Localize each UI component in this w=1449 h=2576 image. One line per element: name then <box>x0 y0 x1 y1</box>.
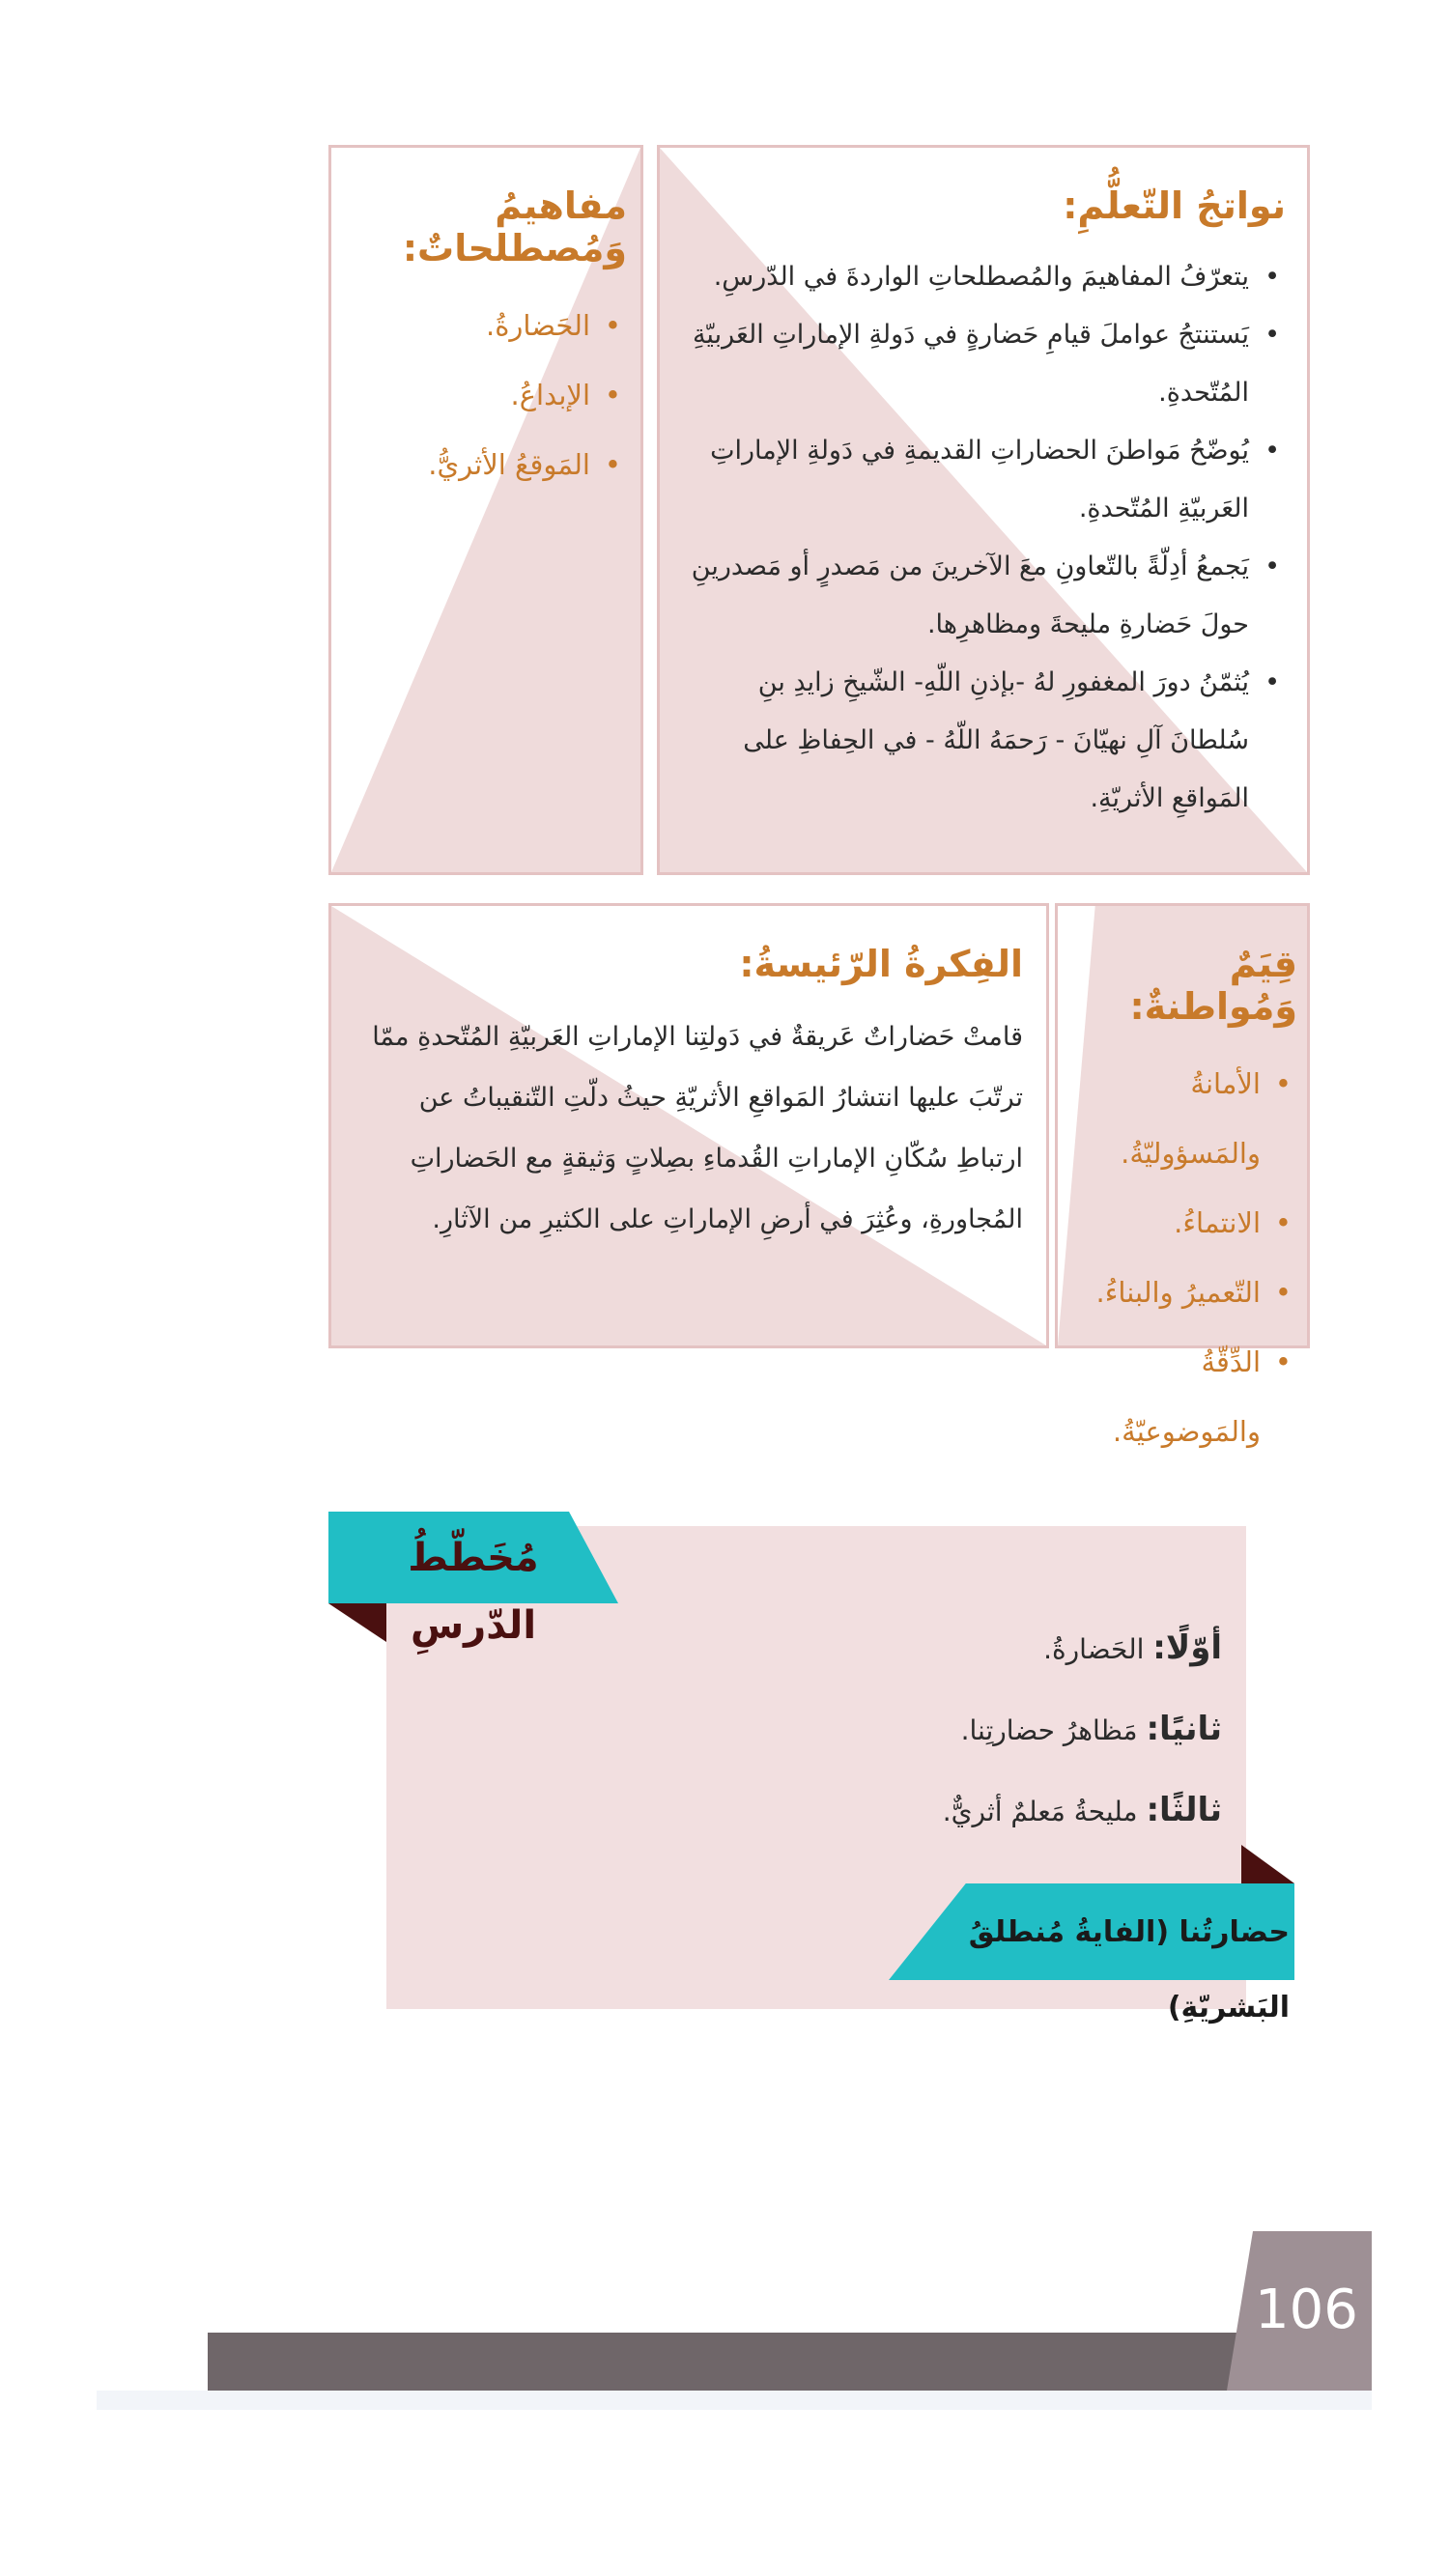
concept-item: • الإبداعُ. <box>341 360 627 430</box>
tab-fold <box>328 1603 386 1642</box>
unit-title: حضارتُنا (الفايةُ مُنطلقُ البَشريّةِ) <box>968 1915 1290 2024</box>
concepts-box <box>328 145 643 875</box>
concept-item: • الحَضارةُ. <box>341 291 627 360</box>
page-number: 106 <box>1255 2279 1358 2341</box>
value-item: • الأمانةُ والمَسؤوليّةُ. <box>1064 1049 1297 1188</box>
unit-tab-fold <box>1241 1845 1294 1883</box>
lesson-plan-item <box>943 1608 1222 1689</box>
item-text: مَظاهرُ حضارتِنا. <box>960 1714 1138 1746</box>
concept-item: • المَوقعُ الأثريُّ. <box>341 430 627 499</box>
concepts-title: مفاهيمُ وَمُصطلحاتٌ: <box>402 184 627 269</box>
value-item: • التّعميرُ والبناءُ. <box>1064 1258 1297 1327</box>
value-item: • الانتماءُ. <box>1064 1188 1297 1258</box>
lesson-plan-list <box>943 1608 1222 1852</box>
footer-line <box>97 2391 1372 2410</box>
value-item: • الدِّقّةُ والمَوضوعيّةُ. <box>1064 1327 1297 1466</box>
item-text: الحَضارةُ. <box>1043 1633 1145 1665</box>
lesson-plan-item <box>943 1770 1222 1852</box>
outcome-item: • يَستنتجُ عواملَ قيامِ حَضارةٍ في دَولةِ الإماراتِ العَربيّةِ المُتّحدةِ. <box>681 306 1286 422</box>
outcome-item: • يتعرّفُ المفاهيمَ والمُصطلحاتِ الواردةَ في الدّرسِ. <box>681 248 1286 306</box>
values-title: قِيَمٌ وَمُواطنةٌ: <box>1129 943 1297 1028</box>
outcome-item: • يُثمّنُ دورَ المغفورِ لهُ -بإذنِ اللّهِ- الشّيخِ زايدِ بنِ سُلطانَ آلِ نهيّانَ - رَحمَهُ اللّهُ - في الحِفاظِ على المَواقعِ الأثريّةِ. <box>681 654 1286 828</box>
footer-bar <box>208 2333 1256 2391</box>
item-text: مليحةُ مَعلمٌ أثريٌّ. <box>942 1796 1138 1827</box>
lesson-plan-item <box>943 1689 1222 1770</box>
values-box <box>1055 903 1310 1448</box>
main-idea-box <box>328 903 1049 1348</box>
values-list <box>1064 1049 1297 1466</box>
item-number: ثالثًا: <box>1146 1791 1222 1829</box>
main-idea-text: قامتْ حَضاراتٌ عَريقةٌ في دَولتِنا الإماراتِ العَربيّةِ المُتّحدةِ ممّا ترتّبَ عليها انتشارُ المَواقعِ الأثريّةِ حيثُ دلّتِ التّنقيباتُ عن ارتباطِ سُكّانِ الإماراتِ القُدماءِ بصِلاتٍ وَثيقةٍ مع الحَضاراتِ المُجاورةِ، وعُثِرَ في أرضِ الإماراتِ على الكثيرِ من الآثارِ. <box>372 1022 1023 1234</box>
lesson-plan-title: مُخَطّطُ الدّرسِ <box>408 1536 539 1648</box>
outcomes-title: نواتجُ التّعلُّمِ: <box>1063 184 1286 227</box>
outcomes-list <box>681 248 1286 828</box>
main-idea-title: الفِكرةُ الرّئيسةُ: <box>739 943 1023 985</box>
outcome-item: • يُوضّحُ مَواطنَ الحضاراتِ القديمةِ في دَولةِ الإماراتِ العَربيّةِ المُتّحدةِ. <box>681 422 1286 538</box>
concepts-list <box>341 291 627 499</box>
item-number: ثانيًا: <box>1146 1710 1222 1748</box>
outcome-item: • يَجمعُ أدِلّةً بالتّعاونِ معَ الآخرينَ من مَصدرٍ أو مَصدرينِ حولَ حَضارةِ مليحةَ ومظاهرِها. <box>681 538 1286 654</box>
item-number: أوّلًا: <box>1152 1628 1222 1667</box>
outcomes-box <box>657 145 1310 875</box>
